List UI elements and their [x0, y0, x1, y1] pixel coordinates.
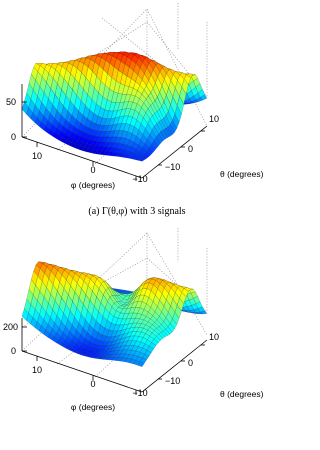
plot-a-xtick-10: 10: [31, 151, 43, 161]
plot-a-surface: [22, 52, 207, 162]
plot-a-ylabel: θ (degrees): [220, 169, 264, 179]
plot-b-ytick-neg10: −10: [165, 376, 181, 386]
plot-a-ytick-0: 0: [188, 144, 194, 154]
plot-b-xlabel: φ (degrees): [70, 402, 116, 412]
plot-a-ztick-50: 50: [5, 97, 16, 107]
plot-a: [6, 3, 264, 217]
plot-b-ztick-0: 0: [10, 346, 16, 356]
plot-b-xtick-0: 0: [90, 379, 96, 389]
plot-b-ztick-200: 200: [2, 322, 18, 332]
plot-a-ytick-neg10: −10: [165, 162, 181, 172]
plot-b-ylabel: θ (degrees): [220, 389, 264, 399]
plot-a-ztick-0: 0: [10, 132, 16, 142]
plot-b-surface: [22, 262, 207, 367]
plot-a-ytick-10: 10: [209, 114, 220, 124]
plot-b-xtick-neg10: −10: [132, 388, 148, 398]
plot-b-ytick-10: 10: [209, 332, 220, 342]
plot-b: [3, 228, 264, 412]
plot-b-xtick-10: 10: [31, 365, 43, 375]
plot-a-caption: (a) Γ(θ,φ) with 3 signals: [88, 206, 186, 217]
plot-a-xlabel: φ (degrees): [70, 180, 116, 190]
plot-a-xtick-neg10: −10: [132, 174, 148, 184]
plot-b-ytick-0: 0: [188, 358, 194, 368]
plot-a-xtick-0: 0: [90, 165, 96, 175]
